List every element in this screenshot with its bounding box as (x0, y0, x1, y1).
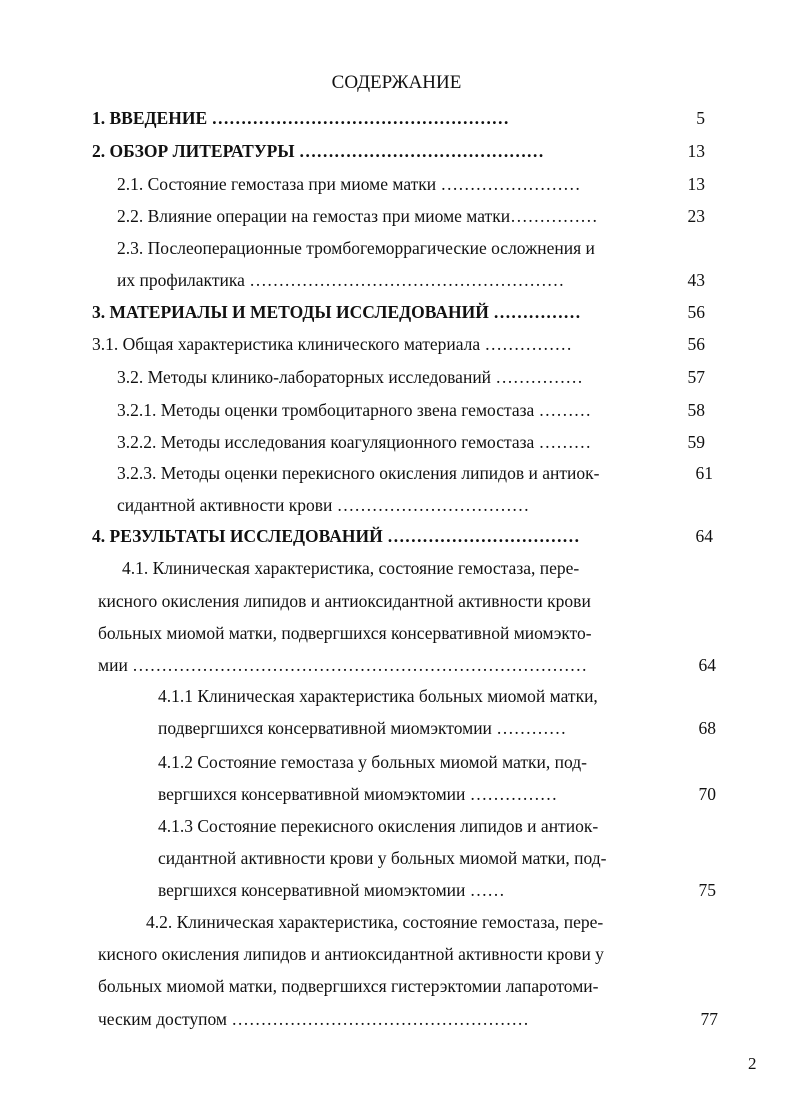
toc-entry-4: 4. РЕЗУЛЬТАТЫ ИССЛЕДОВАНИЙ …………………………… (92, 526, 580, 546)
toc-entry-4-1-2-cont: вергшихся консервативной миомэктомии …………… (158, 784, 558, 804)
toc-page-4-1-2: 70 (698, 784, 716, 804)
toc-entry-3-1: 3.1. Общая характеристика клинического материала …………… (92, 334, 573, 354)
toc-page-3: 56 (687, 302, 705, 322)
toc-page-4-2: 77 (700, 1009, 718, 1029)
toc-entry-4-2-cont2: больных миомой матки, подвергшихся гистерэктомии лапаротоми- (98, 976, 599, 996)
toc-entry-3: 3. МАТЕРИАЛЫ И МЕТОДЫ ИССЛЕДОВАНИЙ …………… (92, 302, 581, 322)
toc-page-4-1: 64 (698, 655, 716, 675)
toc-entry-4-2: 4.2. Клиническая характеристика, состояние гемостаза, пере- (146, 912, 604, 932)
toc-page-3-2: 57 (687, 367, 705, 387)
page-number: 2 (748, 1054, 757, 1073)
toc-entry-1: 1. ВВЕДЕНИЕ …………………………………………… (92, 108, 510, 128)
toc-page-2-2: 23 (687, 206, 705, 226)
toc-page-2-1: 13 (687, 174, 705, 194)
toc-page-4: 64 (695, 526, 713, 546)
toc-page-3-2-2: 59 (687, 432, 705, 452)
toc-page-2-3: 43 (687, 270, 705, 290)
toc-page-3-2-3: 61 (695, 463, 713, 483)
toc-entry-2: 2. ОБЗОР ЛИТЕРАТУРЫ …………………………………… (92, 141, 544, 161)
toc-entry-4-1-cont1: кисного окисления липидов и антиоксидантной активности крови (98, 591, 591, 611)
toc-page-1: 5 (696, 108, 705, 128)
toc-page-4-1-3: 75 (698, 880, 716, 900)
toc-entry-2-1: 2.1. Состояние гемостаза при миоме матки …………………… (117, 174, 581, 194)
toc-entry-4-1-1-cont: подвергшихся консервативной миомэктомии ………… (158, 718, 567, 738)
toc-entry-4-1: 4.1. Клиническая характеристика, состояние гемостаза, пере- (122, 558, 580, 578)
toc-page-3-2-1: 58 (687, 400, 705, 420)
toc-entry-4-2-cont3: ческим доступом …………………………………………… (98, 1009, 529, 1029)
toc-entry-4-1-1: 4.1.1 Клиническая характеристика больных миомой матки, (158, 686, 598, 706)
page-title: СОДЕРЖАНИЕ (331, 72, 462, 93)
toc-page-2: 13 (687, 141, 705, 161)
toc-page-4-1-1: 68 (698, 718, 716, 738)
toc-entry-3-2-3: 3.2.3. Методы оценки перекисного окисления липидов и антиок- (117, 463, 600, 483)
toc-entry-4-1-3-cont1: сидантной активности крови у больных миомой матки, под- (158, 848, 607, 868)
toc-entry-4-1-3: 4.1.3 Состояние перекисного окисления липидов и антиок- (158, 816, 599, 836)
toc-entry-2-3-cont: их профилактика ……………………………………………… (117, 270, 565, 290)
toc-page-3-1: 56 (687, 334, 705, 354)
toc-entry-4-1-3-cont2: вергшихся консервативной миомэктомии …… (158, 880, 505, 900)
toc-entry-2-3: 2.3. Послеоперационные тромбогеморрагические осложнения и (117, 238, 595, 258)
toc-entry-4-2-cont1: кисного окисления липидов и антиоксидантной активности крови у (98, 944, 604, 964)
toc-entry-2-2: 2.2. Влияние операции на гемостаз при миоме матки…………… (117, 206, 598, 226)
toc-entry-3-2-1: 3.2.1. Методы оценки тромбоцитарного звена гемостаза ……… (117, 400, 592, 420)
toc-entry-3-2: 3.2. Методы клинико-лабораторных исследований …………… (117, 367, 583, 387)
toc-entry-4-1-cont2: больных миомой матки, подвергшихся консервативной миомэкто- (98, 623, 592, 643)
toc-entry-3-2-3-cont: сидантной активности крови …………………………… (117, 495, 530, 515)
toc-entry-4-1-cont3: мии …………………………………………………………………… (98, 655, 588, 675)
toc-entry-4-1-2: 4.1.2 Состояние гемостаза у больных миомой матки, под- (158, 752, 587, 772)
toc-entry-3-2-2: 3.2.2. Методы исследования коагуляционного гемостаза ……… (117, 432, 592, 452)
